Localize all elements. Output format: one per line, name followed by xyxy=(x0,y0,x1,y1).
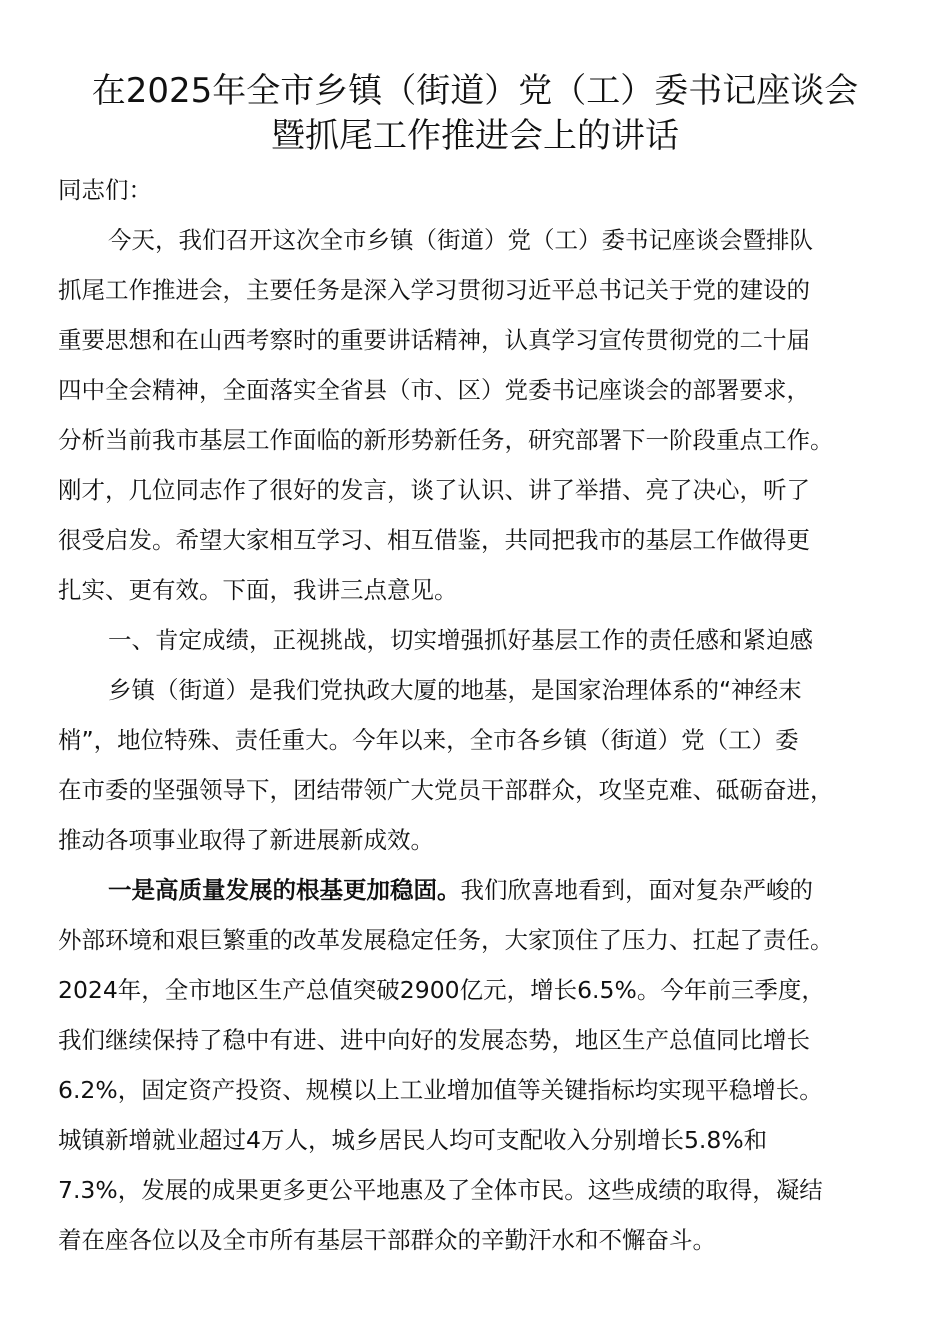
paragraph-1-line-5: 分析当前我市基层工作面临的新形势新任务，研究部署下一阶段重点工作。 xyxy=(58,426,834,454)
paragraph-1-line-7: 很受启发。希望大家相互学习、相互借鉴，共同把我市的基层工作做得更 xyxy=(58,526,810,554)
paragraph-3-line-3: 2024年，全市地区生产总值突破2900亿元，增长6.5%。今年前三季度， xyxy=(58,976,825,1004)
paragraph-3-line-4: 我们继续保持了稳中有进、进中向好的发展态势，地区生产总值同比增长 xyxy=(58,1026,810,1054)
paragraph-2-line-4: 推动各项事业取得了新进展新成效。 xyxy=(58,826,434,854)
paragraph-2-line-3: 在市委的坚强领导下，团结带领广大党员干部群众，攻坚克难、砥砺奋进， xyxy=(58,776,834,804)
section-heading-1: 一、肯定成绩，正视挑战，切实增强抓好基层工作的责任感和紧迫感 xyxy=(108,626,813,654)
paragraph-3-line-6: 城镇新增就业超过4万人，城乡居民人均可支配收入分别增长5.8%和 xyxy=(58,1126,768,1154)
document-title-line-2: 暨抓尾工作推进会上的讲话 xyxy=(271,116,679,156)
paragraph-1-line-1: 今天，我们召开这次全市乡镇（街道）党（工）委书记座谈会暨排队 xyxy=(108,226,813,254)
paragraph-3-line-2: 外部环境和艰巨繁重的改革发展稳定任务，大家顶住了压力、扛起了责任。 xyxy=(58,926,834,954)
paragraph-3-line-1-text: 我们欣喜地看到，面对复杂严峻的 xyxy=(460,876,813,904)
paragraph-1-line-8: 扎实、更有效。下面，我讲三点意见。 xyxy=(58,576,458,604)
paragraph-3-bold-lead: 一是高质量发展的根基更加稳固。 xyxy=(108,876,461,904)
paragraph-3-line-8: 着在座各位以及全市所有基层干部群众的辛勤汗水和不懈奋斗。 xyxy=(58,1226,716,1254)
paragraph-3-line-5: 6.2%，固定资产投资、规模以上工业增加值等关键指标均实现平稳增长。 xyxy=(58,1076,823,1104)
paragraph-3-line-1 xyxy=(108,872,813,908)
salutation: 同志们： xyxy=(58,176,152,204)
paragraph-1-line-2: 抓尾工作推进会，主要任务是深入学习贯彻习近平总书记关于党的建设的 xyxy=(58,276,810,304)
paragraph-2-line-1: 乡镇（街道）是我们党执政大厦的地基，是国家治理体系的“神经末 xyxy=(108,676,802,704)
paragraph-1-line-3: 重要思想和在山西考察时的重要讲话精神，认真学习宣传贯彻党的二十届 xyxy=(58,326,810,354)
paragraph-1-line-4: 四中全会精神，全面落实全省县（市、区）党委书记座谈会的部署要求， xyxy=(58,376,810,404)
paragraph-2-line-2: 梢”，地位特殊、责任重大。今年以来，全市各乡镇（街道）党（工）委 xyxy=(58,726,799,754)
document-title-line-1: 在2025年全市乡镇（街道）党（工）委书记座谈会 xyxy=(91,71,859,111)
paragraph-1-line-6: 刚才，几位同志作了很好的发言，谈了认识、讲了举措、亮了决心，听了 xyxy=(58,476,810,504)
paragraph-3-line-7: 7.3%，发展的成果更多更公平地惠及了全体市民。这些成绩的取得，凝结 xyxy=(58,1176,823,1204)
